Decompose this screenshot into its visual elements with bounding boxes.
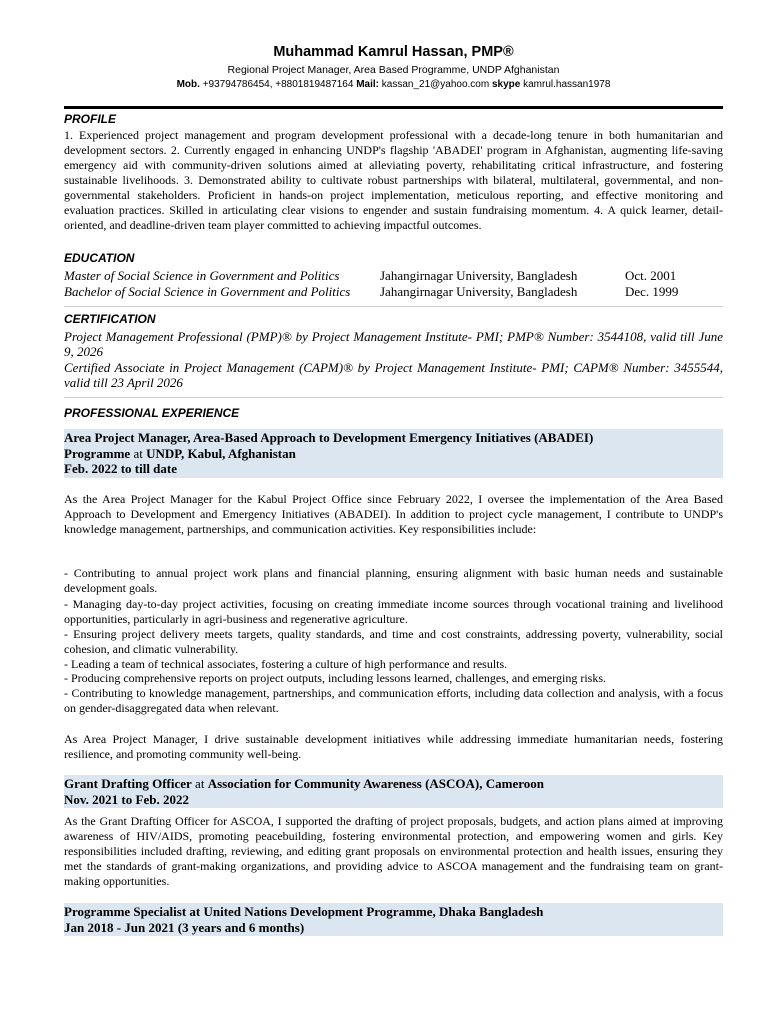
section-divider: [64, 306, 723, 307]
job-dates: Nov. 2021 to Feb. 2022: [64, 791, 189, 807]
section-divider: [64, 397, 723, 398]
education-date: Oct. 2001: [625, 268, 677, 283]
header-divider: [64, 106, 723, 109]
job-bullet: - Leading a team of technical associates, fostering a culture of high performance and results.: [64, 657, 508, 671]
job-closing: As Area Project Manager, I drive sustainable development initiatives while addressing immediate humanitarian needs, fostering resilience, and promoting community well-being.: [64, 732, 723, 761]
job-description: As the Grant Drafting Officer for ASCOA, I supported the drafting of project proposals, budgets, and action plans aimed at improving awareness of HIV/AIDS, promoting peacebuilding, fostering environmental protection, and empowering women and girls. Key responsibilities included drafting, reviewing, and editing grant proposals on environmental protection and health issues, ensuring they met the standards of grant-making organizations, and providing advice to ASCOA management and the fundraising team on grant-making opportunities.: [64, 814, 723, 888]
certification-item: Certified Associate in Project Management (CAPM)® by Project Management Institute- PMI; CAPM® Number: 3455544, valid till 23 April 2026: [64, 360, 723, 390]
job-header-undp-dhaka: [64, 903, 723, 936]
education-date: Dec. 1999: [625, 284, 679, 299]
job-title: Programme Specialist at United Nations Development Programme, Dhaka Bangladesh: [64, 904, 544, 919]
job-at: at: [130, 445, 147, 461]
job-title-cont: Programme: [64, 445, 131, 461]
profile-heading: PROFILE: [64, 112, 117, 126]
job-intro: As the Area Project Manager for the Kabul Project Office since February 2022, I oversee the implementation of the Area Based Approach to Development and Emergency Initiatives (ABADEI). In addition to project cycle management, I contribute to UNDP's knowledge management, partnerships, and communication activities. Key responsibilities include:: [64, 492, 723, 536]
skype-value: kamrul.hassan1978: [520, 79, 611, 90]
job-title: Area Project Manager, Area-Based Approach to Development Emergency Initiatives (ABADEI): [64, 430, 594, 445]
job-bullet: - Producing comprehensive reports on project outputs, including lessons learned, challenges, and emerging risks.: [64, 671, 606, 685]
experience-heading: PROFESSIONAL EXPERIENCE: [64, 406, 240, 420]
candidate-subtitle: Regional Project Manager, Area Based Programme, UNDP Afghanistan: [227, 64, 560, 76]
certification-heading: CERTIFICATION: [64, 312, 156, 326]
mob-value: +93794786454, +8801819487164: [199, 79, 357, 90]
job-organization: UNDP, Kabul, Afghanistan: [146, 445, 296, 461]
candidate-name: Muhammad Kamrul Hassan, PMP®: [273, 44, 514, 60]
job-title: Grant Drafting Officer: [64, 776, 192, 791]
job-bullet: - Contributing to knowledge management, partnerships, and communication efforts, including data collection and analysis, with a focus on gender-disaggregated data when relevant.: [64, 686, 723, 715]
education-university: Jahangirnagar University, Bangladesh: [380, 284, 578, 299]
job-header-ascoa: [64, 775, 723, 808]
contact-line: [64, 79, 723, 90]
skype-label: skype: [491, 79, 521, 90]
education-degree: Master of Social Science in Government and Politics: [64, 268, 340, 283]
job-header-abadei: [64, 429, 723, 478]
job-bullet: - Ensuring project delivery meets targets, quality standards, and time and cost constraints, addressing poverty, vulnerability, social cohesion, and climatic vulnerability.: [64, 627, 723, 656]
profile-text: 1. Experienced project management and program development professional with a decade-long tenure in both humanitarian and development sectors. 2. Currently engaged in enhancing UNDP's flagship 'ABADEI' program in Afghanistan, augmenting life-saving emergency aid with community-driven solutions aimed at alleviating poverty, rehabilitating critical infrastructure, and fostering sustainable livelihoods. 3. Demonstrated ability to cultivate robust partnerships with bilateral, multilateral, governmental, and non-governmental stakeholders. Proficient in hands-on project implementation, meticulous reporting, and effective monitoring and evaluation practices. Skilled in articulating clear visions to engender and sustain fundraising momentum. 4. A quick learner, detail-oriented, and deadline-driven team player committed to achieving impactful outcomes.: [64, 128, 723, 232]
certification-item: Project Management Professional (PMP)® by Project Management Institute- PMI; PMP® Number: 3544108, valid till June 9, 2026: [64, 329, 723, 359]
job-dates: Jan 2018 - Jun 2021 (3 years and 6 months): [64, 919, 305, 935]
job-at: at: [191, 776, 208, 791]
education-university: Jahangirnagar University, Bangladesh: [380, 268, 578, 283]
job-dates: Feb. 2022 to till date: [64, 461, 178, 476]
mob-label: Mob.: [176, 79, 200, 90]
job-bullet: - Contributing to annual project work plans and financial planning, ensuring alignment with basic human needs and sustainable development goals.: [64, 566, 723, 595]
education-degree: Bachelor of Social Science in Government and Politics: [64, 284, 351, 299]
mail-label: Mail:: [356, 79, 379, 90]
education-heading: EDUCATION: [64, 251, 135, 265]
job-organization: Association for Community Awareness (ASCOA), Cameroon: [207, 776, 544, 791]
job-bullet: - Managing day-to-day project activities, focusing on creating immediate income sources through vocational training and livelihood opportunities, particularly in agri-business and regenerative agriculture.: [64, 597, 723, 626]
mail-value: kassan_21@yahoo.com: [378, 79, 492, 90]
